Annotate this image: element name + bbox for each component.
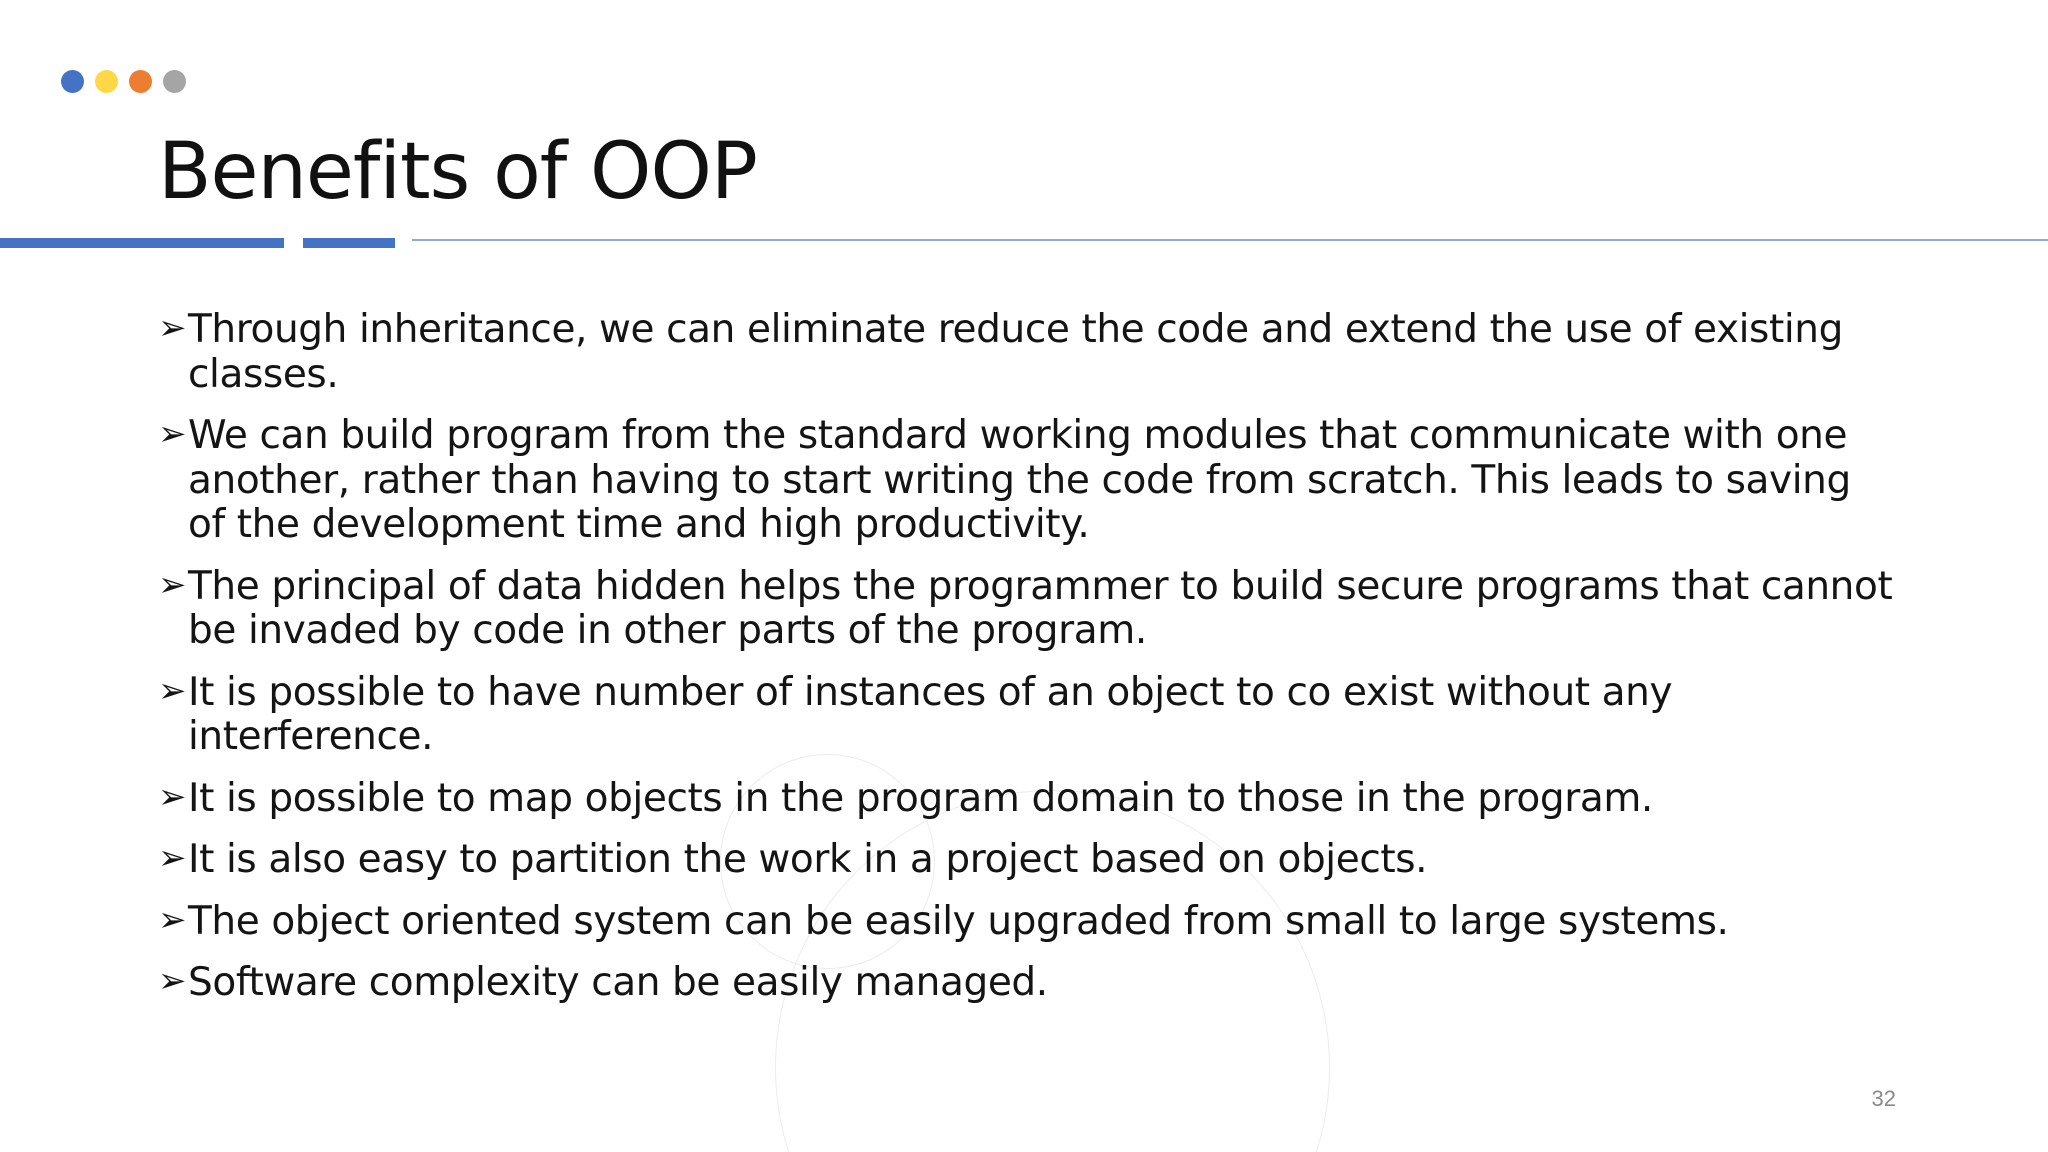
arrowhead-bullet-icon: ➢: [158, 776, 187, 817]
bullet-item: [158, 308, 1898, 397]
bullet-text: The principal of data hidden helps the programmer to build secure programs that cannot be invaded by code in other parts of the program.: [188, 563, 1893, 653]
bullet-item: [158, 900, 1898, 945]
bullet-item: [158, 777, 1898, 822]
bullet-item: [158, 565, 1898, 654]
slide-title: Benefits of OOP: [158, 127, 757, 217]
bullet-text: Through inheritance, we can eliminate reduce the code and extend the use of existing classes.: [188, 307, 1843, 397]
bullet-item: [158, 671, 1898, 760]
bullet-text: Software complexity can be easily managed.: [188, 960, 1048, 1005]
bullet-text: It is possible to have number of instances of an object to co exist without any interference.: [188, 669, 1673, 759]
bullet-text: We can build program from the standard working modules that communicate with one another, rather than having to start writing the code from scratch. This leads to saving of the development time and high productivity.: [188, 413, 1851, 547]
title-underline-bar-long: [0, 238, 284, 248]
arrowhead-bullet-icon: ➢: [158, 308, 187, 348]
arrowhead-bullet-icon: ➢: [158, 961, 187, 1001]
bullet-list: [158, 308, 1898, 1023]
page-number: 32: [1871, 1086, 1896, 1111]
bullet-item: [158, 838, 1898, 883]
bullet-text: The object oriented system can be easily upgraded from small to large systems.: [188, 898, 1729, 944]
orange-dot-icon: [129, 70, 152, 93]
bullet-text: It is possible to map objects in the program domain to those in the program.: [188, 775, 1653, 821]
arrowhead-bullet-icon: ➢: [158, 838, 187, 878]
yellow-dot-icon: [95, 70, 118, 93]
bullet-item: [158, 414, 1898, 548]
bullet-item: [158, 961, 1898, 1006]
title-underline-bar-short: [303, 238, 395, 248]
arrowhead-bullet-icon: ➢: [158, 670, 187, 711]
title-divider-line: [412, 239, 2048, 241]
gray-dot-icon: [163, 70, 186, 93]
blue-dot-icon: [61, 70, 84, 93]
arrowhead-bullet-icon: ➢: [158, 414, 187, 454]
bullet-text: It is also easy to partition the work in a project based on objects.: [188, 837, 1428, 882]
arrowhead-bullet-icon: ➢: [158, 899, 187, 940]
arrowhead-bullet-icon: ➢: [158, 564, 187, 605]
